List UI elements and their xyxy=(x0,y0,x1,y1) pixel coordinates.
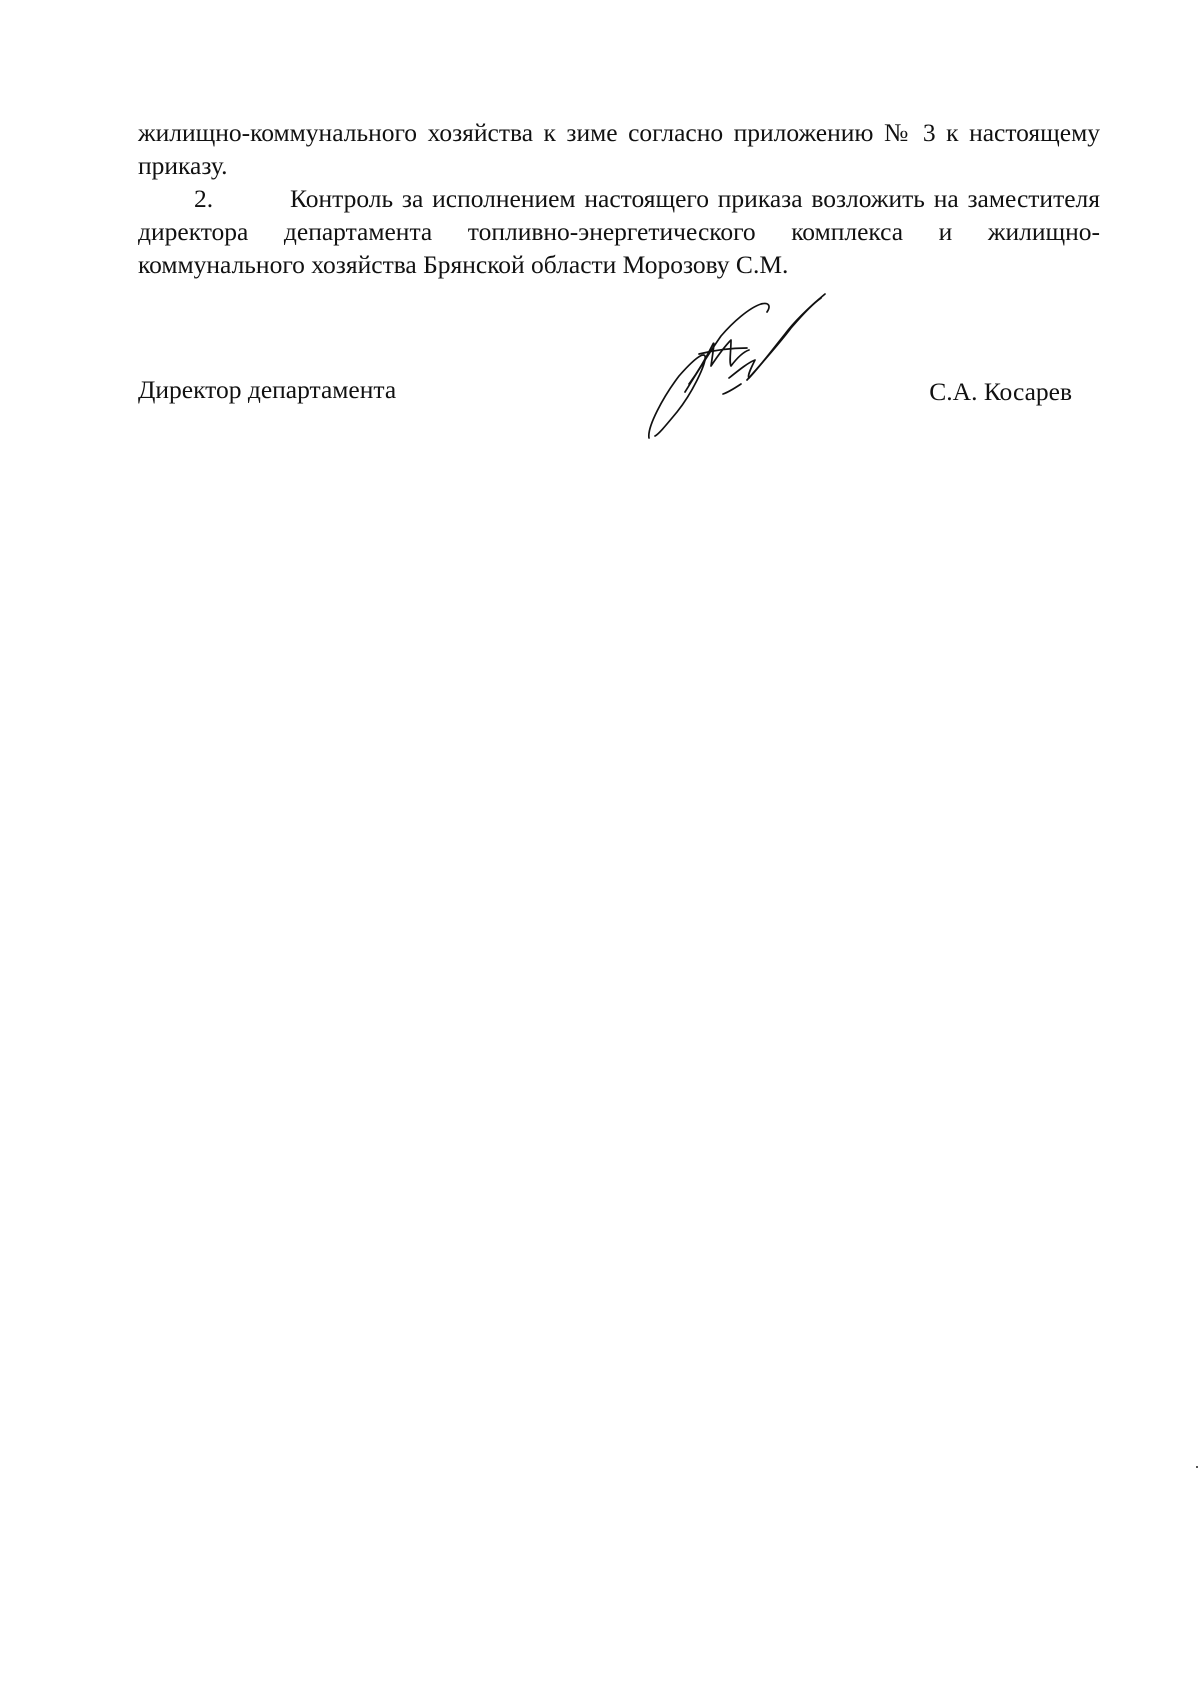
signatory-name: С.А. Косарев xyxy=(929,377,1072,406)
signature-stroke xyxy=(699,348,747,354)
handwritten-signature xyxy=(645,292,855,442)
signature-stroke xyxy=(747,298,821,380)
signature-stroke xyxy=(723,384,741,394)
scan-speck xyxy=(1196,1466,1198,1468)
signature-stroke xyxy=(649,355,705,438)
paragraph-2 xyxy=(138,182,1100,281)
paragraph-1-continuation: жилищно-коммунального хозяйства к зиме согласно приложению № 3 к настоящему приказу. xyxy=(138,118,1100,180)
paragraph-2-text: Контроль за исполнением настоящего приказа возложить на заместителя директора департамента топливно-энергетического комплекса и жилищно-коммунального хозяйства Брянской области Морозову С.М. xyxy=(138,184,1100,279)
signatory-position: Директор департамента xyxy=(138,375,397,404)
document-body xyxy=(138,116,1100,281)
signature-block xyxy=(138,373,1072,413)
paragraph-2-number: 2. xyxy=(194,184,214,213)
